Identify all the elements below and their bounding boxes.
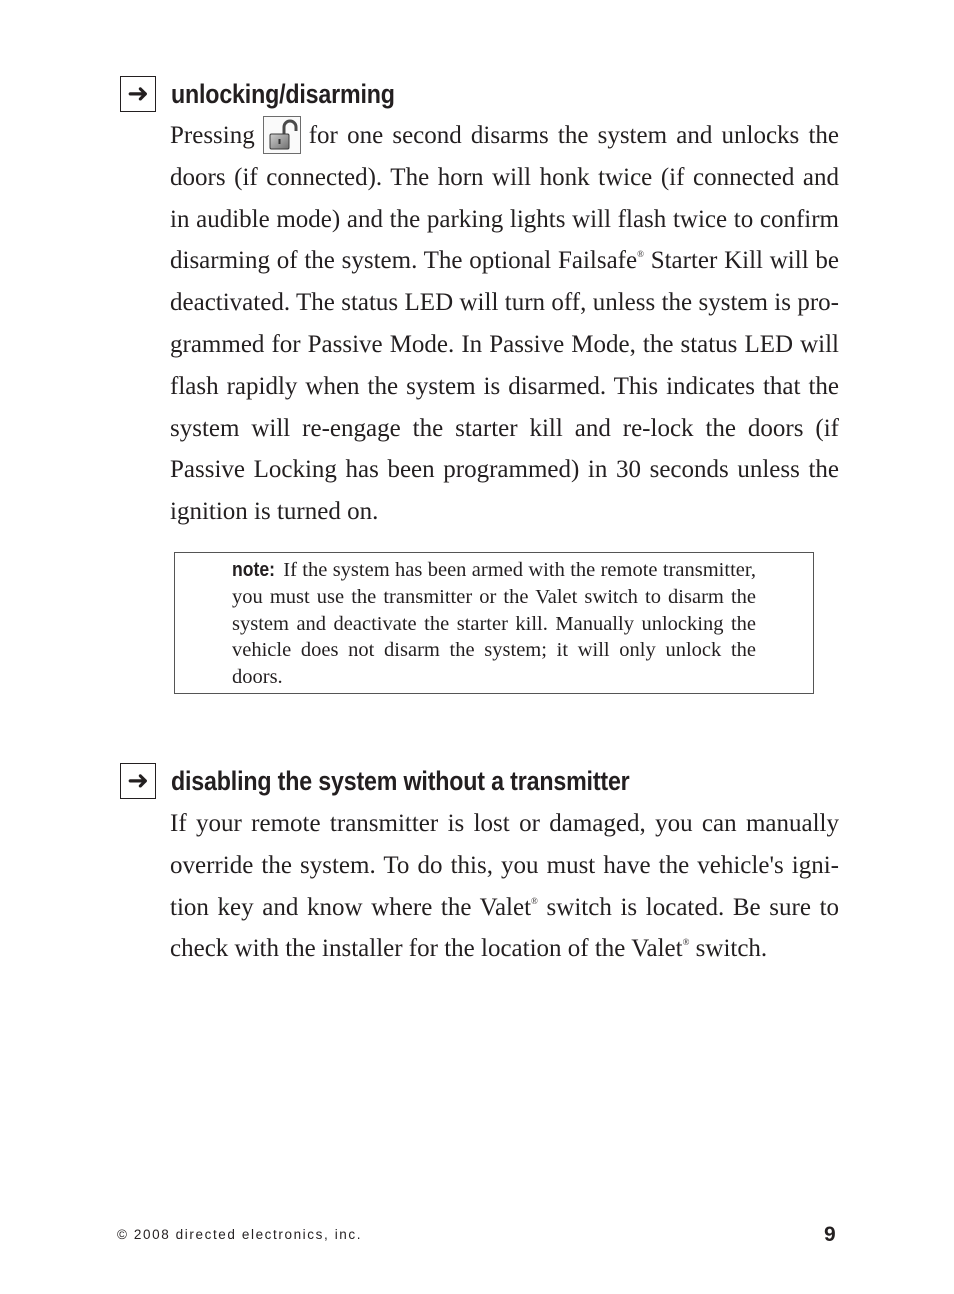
note-text: If the system has been armed with the remote transmitter, you must use the transmitter or the Valet switch to disarm the system and deactivate the starter kill. Manually unlocking the vehicle does not disarm the system; it will only unlock the doors. [232,559,757,689]
registered-mark: ® [531,895,538,906]
note-label: note: [232,559,276,581]
registered-mark: ® [637,249,644,260]
unlocking-paragraph [170,115,839,533]
pressing-text: Pressing [170,122,255,149]
section-header-unlocking [120,76,431,112]
note-paragraph [232,557,756,691]
section-title-unlocking: unlocking/disarming [171,78,395,109]
disabling-text-a: If your remote transmitter is lost or damaged, you can manually override the system. To do this, you must have the vehicle's ignition key and know where the Valet [170,810,839,921]
disabling-text-c: switch. [695,935,768,963]
unlocking-text-a: for one second disarms the system and unlocks the doors (if connected). The horn will honk twice (if connected and in audible mode) and the parking lights will flash twice to confirm disarming of the system. The optional Failsafe [170,122,839,275]
disabling-paragraph [170,803,839,970]
disabling-text-b: switch is located. Be sure to check with the installer for the location of the Valet [170,893,840,963]
registered-mark: ® [682,937,690,948]
section-header-disabling [120,763,704,799]
section-title-disabling: disabling the system without a transmitter [171,765,630,796]
note-box [174,552,814,694]
arrow-right-icon: ➜ [120,763,156,799]
copyright-footer: © 2008 directed electronics, inc. [117,1227,363,1242]
arrow-right-icon: ➜ [120,76,156,112]
unlock-icon [263,116,301,154]
page-number: 9 [824,1223,836,1246]
unlocking-text-b: Starter Kill will be deactivated. The status LED will turn off, unless the system is programmed for Passive Mode. In Passive Mode, the status LED will flash rapidly when the system is disarmed. This indicates that the system will re-engage the starter kill and re-lock the doors (if Passive Locking has been programmed) in 30 seconds unless the ignition is turned on. [170,247,839,526]
